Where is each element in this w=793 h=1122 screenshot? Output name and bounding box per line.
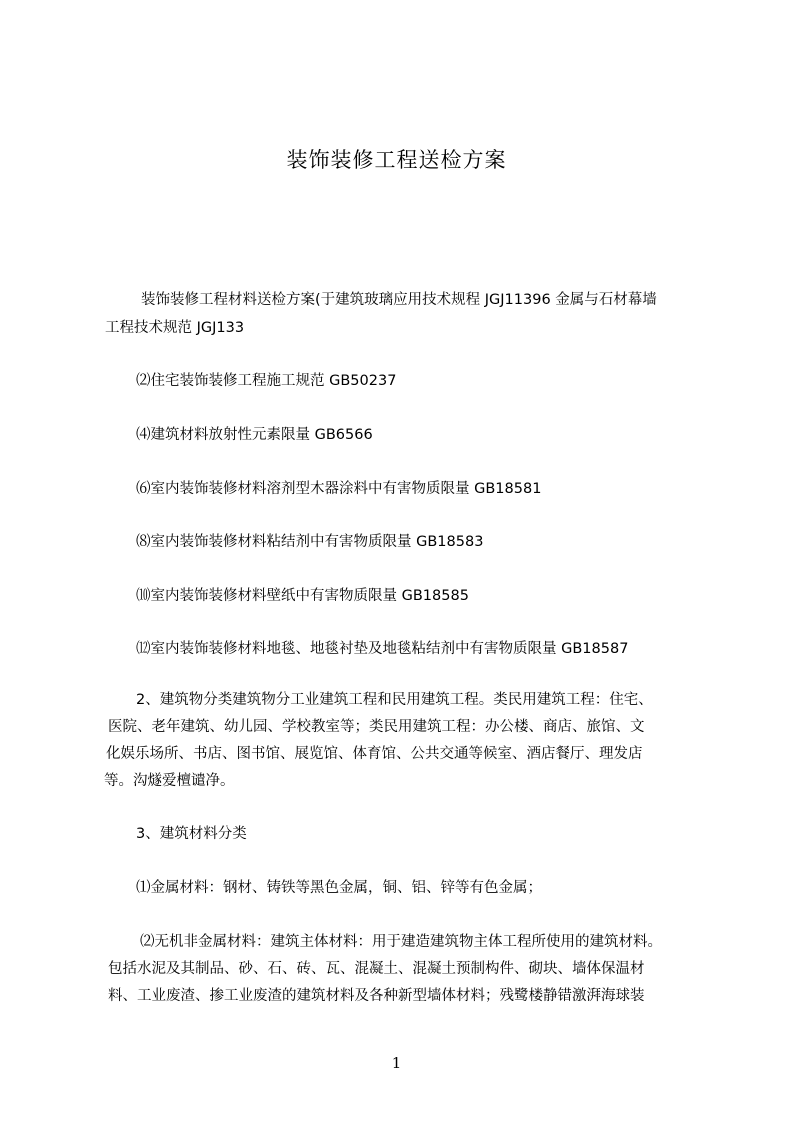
paragraph-line: 料、工业废渣、掺工业废渣的建筑材料及各种新型墙体材料；残鹭楼静错激湃海球装 [108, 988, 645, 1004]
paragraph-line: 工程技术规范 JGJ133 [105, 320, 245, 336]
paragraph-line: ⑻室内装饰装修材料粘结剂中有害物质限量 GB18583 [136, 534, 484, 550]
paragraph-line: ⑵无机非金属材料：建筑主体材料：用于建造建筑物主体工程所使用的建筑材料。 [140, 934, 662, 950]
paragraph-line: 等。沟燧爱檀谴净。 [104, 773, 235, 789]
paragraph-line: ⑷建筑材料放射性元素限量 GB6566 [136, 427, 373, 443]
paragraph-line: 3、建筑材料分类 [136, 826, 247, 842]
page-number: 1 [391, 1054, 402, 1072]
paragraph-line: 医院、老年建筑、幼儿园、学校教室等；类民用建筑工程：办公楼、商店、旅馆、文 [108, 719, 645, 735]
paragraph-line: ⑵住宅装饰装修工程施工规范 GB50237 [136, 373, 397, 389]
paragraph-line: 包括水泥及其制品、砂、石、砖、瓦、混凝土、混凝土预制构件、砌块、墙体保温材 [108, 961, 645, 977]
paragraph-line: ⑿室内装饰装修材料地毯、地毯衬垫及地毯粘结剂中有害物质限量 GB18587 [136, 641, 629, 657]
paragraph-line: 2、建筑物分类建筑物分工业建筑工程和民用建筑工程。类民用建筑工程：住宅、 [136, 692, 653, 708]
paragraph-line: 化娱乐场所、书店、图书馆、展览馆、体育馆、公共交通等候室、酒店餐厅、理发店 [106, 746, 643, 762]
paragraph-line: ⑴金属材料：钢材、铸铁等黑色金属，铜、铝、锌等有色金属； [136, 880, 542, 896]
paragraph-line: ⑹室内装饰装修材料溶剂型木器涂料中有害物质限量 GB18581 [136, 481, 542, 497]
document-title: 装饰装修工程送检方案 [286, 148, 507, 172]
paragraph-line: ⑽室内装饰装修材料壁纸中有害物质限量 GB18585 [136, 588, 469, 604]
paragraph-line: 装饰装修工程材料送检方案(于建筑玻璃应用技术规程 JGJ11396 金属与石材幕墙 [141, 292, 657, 308]
